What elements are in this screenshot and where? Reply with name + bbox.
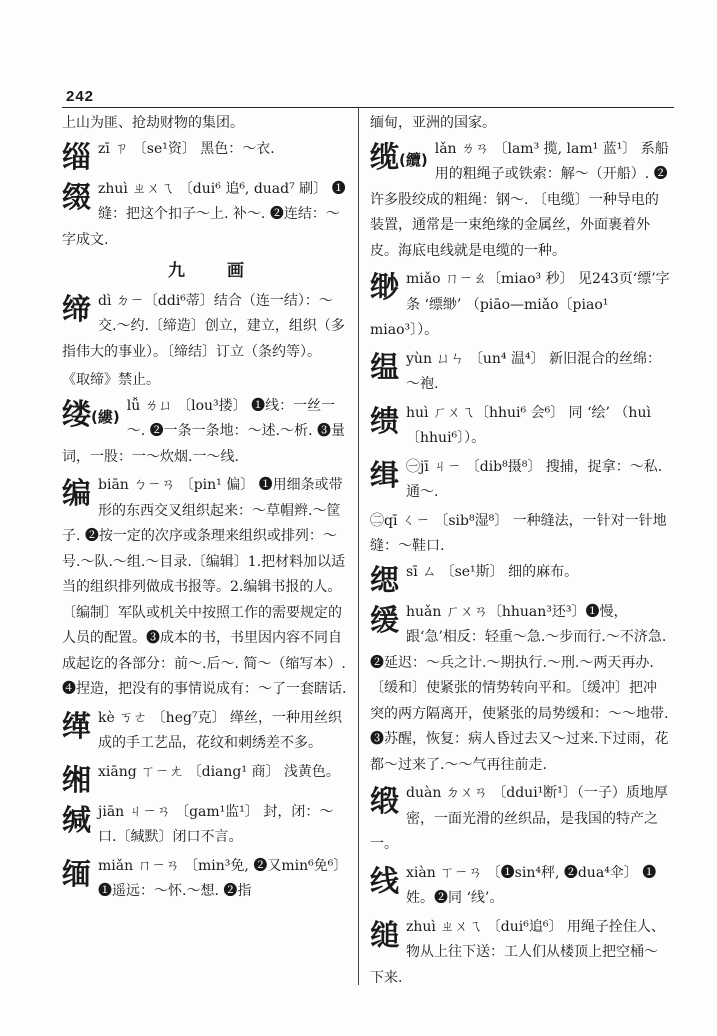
headword: 缎 — [370, 784, 400, 818]
right-column — [370, 111, 670, 1011]
headword: 缅 — [62, 856, 92, 891]
entry-text: xiàn ㄒㄧㄢ 〔❶sin⁴秤, ❷dua⁴伞〕 ❶姓。❷同 ‘线’。 — [406, 864, 657, 906]
sub-entry-line: 《取缔》禁止。 — [62, 372, 160, 388]
left-column — [62, 111, 348, 1011]
headword-char: 缆 — [370, 139, 400, 174]
dictionary-entry — [370, 137, 670, 265]
headword: 缔 — [62, 291, 92, 326]
continuation-text: 上山为匪、抢劫财物的集团。 — [62, 115, 244, 131]
headword: 缀 — [62, 179, 92, 214]
headword — [62, 397, 120, 434]
headword: 缉 — [370, 457, 400, 492]
entry-text: zhuì ㄓㄨㄟ 〔dui⁶ 追⁶, duad⁷ 刷〕 ❶缝：把这个扣子～上. 补～. ❷连结：～字成文. — [62, 180, 346, 248]
dictionary-entry — [370, 401, 670, 452]
dictionary-entry — [370, 267, 670, 344]
headword: 缁 — [62, 139, 92, 174]
entry-text: dì ㄉㄧ〔ddi⁶蒂〕结合（连一结）：～交.～约.〔缔造〕创立，建立，组织（多指伟大的事业）。〔缔结〕订立（条约等）。 — [62, 292, 345, 360]
entry-text: miǎo ㄇㄧㄠ〔miao³ 秒〕 见243页‘缥’字条 ‘缥缈’ （piāo—miǎo〔piao¹ miao³〕）。 — [370, 271, 670, 338]
entry-text: yùn ㄩㄣ 〔un⁴ 温⁴〕 新旧混合的丝绵：～袍. — [406, 350, 662, 392]
headword: 缒 — [370, 917, 400, 952]
headword: 缋 — [370, 403, 400, 438]
dictionary-entry — [62, 177, 348, 254]
headword: 缂 — [62, 708, 92, 743]
headword: 编 — [62, 476, 92, 510]
sub-entry-line: ㊁qī ㄑㄧ 〔sib⁸湿⁸〕 一种缝法，一针对一针地缝：～鞋口. — [370, 512, 667, 554]
dictionary-entry — [370, 861, 670, 912]
entry-text: lǚ ㄌㄩ 〔lou³搂〕 ❶线：一丝一～. ❷一条一条地：～述.～析. ❸量词，一股：一～炊烟.一～线. — [62, 397, 345, 465]
dictionary-entry — [62, 394, 348, 471]
section-title: 九 画 — [168, 261, 262, 281]
dictionary-entry — [62, 137, 348, 174]
variant-form: (纜) — [399, 150, 428, 169]
headword: 缈 — [370, 270, 400, 304]
dictionary-entry — [62, 760, 348, 797]
dictionary-entry — [370, 915, 670, 992]
dictionary-entry — [62, 289, 348, 366]
dictionary-entry — [370, 347, 670, 398]
dictionary-entry — [370, 455, 670, 506]
entry-text: duàn ㄉㄨㄢ 〔ddui¹断¹〕（一子）质地厚密，一面光滑的丝织品，是我国的特产之一。 — [370, 785, 668, 852]
dictionary-entry — [62, 473, 348, 703]
entry-text: lǎn ㄌㄢ 〔lam³ 揽, lam¹ 蓝¹〕 系船用的粗绳子或铁索：解～（开船）. ❷许多股绞成的粗绳：钢～. 〔电缆〕一种导电的装置，通常是一束绝缘的金属丝，外面裹着外皮。海底电线就是电缆的一种。 — [370, 140, 669, 259]
header-rule — [62, 107, 674, 108]
entry-text: kè ㄎㄜ 〔heg⁷克〕 缂丝，一种用丝织成的手工艺品，花纹和刺绣差不多。 — [98, 709, 343, 751]
dictionary-entry — [370, 781, 670, 858]
variant-form: (縷) — [91, 407, 120, 426]
entry-text: biān ㄅㄧㄢ 〔pin¹ 偏〕 ❶用细条或带形的东西交叉组织起来：～草帽辫.～筐子. ❷按一定的次序或条理来组织或排列：～号.～队.～组.～目录.〔编辑〕1.把材料加以适当的组织排列做成书报等。2.编辑书报的人。〔编制〕军队或机关中按照工作的需要规定的人员的配置。❸成本的书，书里因内容不同自成起讫的各部分：前～.后～. 简～（缩写本）. ❹捏造，把没有的事情说成有：～了一套瞎话. — [62, 477, 347, 697]
headword: 缌 — [370, 562, 400, 597]
dictionary-entry — [62, 800, 348, 851]
dictionary-entry — [62, 706, 348, 757]
entry-text: ㊀jī ㄐㄧ 〔dib⁸摄⁸〕 搜捕，捉拿：～私.通～. — [406, 458, 663, 500]
dictionary-entry — [62, 854, 348, 905]
entry-text: huì ㄏㄨㄟ〔hhui⁶ 会⁶〕 同 ‘绘’ （huì〔hhui⁶〕）。 — [406, 404, 651, 446]
headword: 缓 — [370, 602, 400, 637]
entry-text: sī ㄙ 〔se¹斯〕 细的麻布。 — [406, 563, 579, 580]
continuation-text: 缅甸，亚洲的国家。 — [370, 115, 496, 131]
page-number: 242 — [66, 88, 95, 105]
headword: 缊 — [370, 349, 400, 384]
headword-char: 缕 — [62, 396, 92, 431]
headword: 线 — [370, 863, 400, 898]
entry-text: zhuì ㄓㄨㄟ 〔dui⁶追⁶〕 用绳子拴住人、物从上往下送：工人们从楼顶上把空桶～下来. — [370, 918, 665, 986]
entry-text: miǎn ㄇㄧㄢ 〔min³免, ❷又min⁶免⁶〕 ❶遥远：～怀.～想. ❷指 — [98, 857, 348, 899]
column-divider — [358, 107, 359, 985]
dictionary-entry — [370, 600, 670, 779]
entry-text: jiān ㄐㄧㄢ 〔gam¹监¹〕 封，闭：～口.〔缄默〕闭口不言。 — [98, 803, 334, 845]
entry-text: huǎn ㄏㄨㄢ〔hhuan³还³〕❶慢，跟‘急’相反：轻重～急.～步而行.～不济急. ❷延迟：～兵之计.～期执行.～刑.～两天再办.〔缓和〕使紧张的情势转向平和。〔缓冲〕把冲突的两方隔离开，使紧张的局势缓和：～～地带. ❸苏醒，恢复：病人昏过去又～过来.下过雨，花都～过来了.～～气再往前走. — [370, 603, 669, 773]
headword — [370, 140, 428, 177]
headword: 缃 — [62, 762, 92, 797]
entry-text: zī ㄗ 〔se¹资〕 黑色：～衣. — [98, 140, 275, 157]
dictionary-entry — [370, 560, 670, 597]
entry-text: xiāng ㄒㄧㄤ 〔diang¹ 商〕 浅黄色。 — [98, 763, 340, 780]
headword: 缄 — [62, 802, 92, 837]
